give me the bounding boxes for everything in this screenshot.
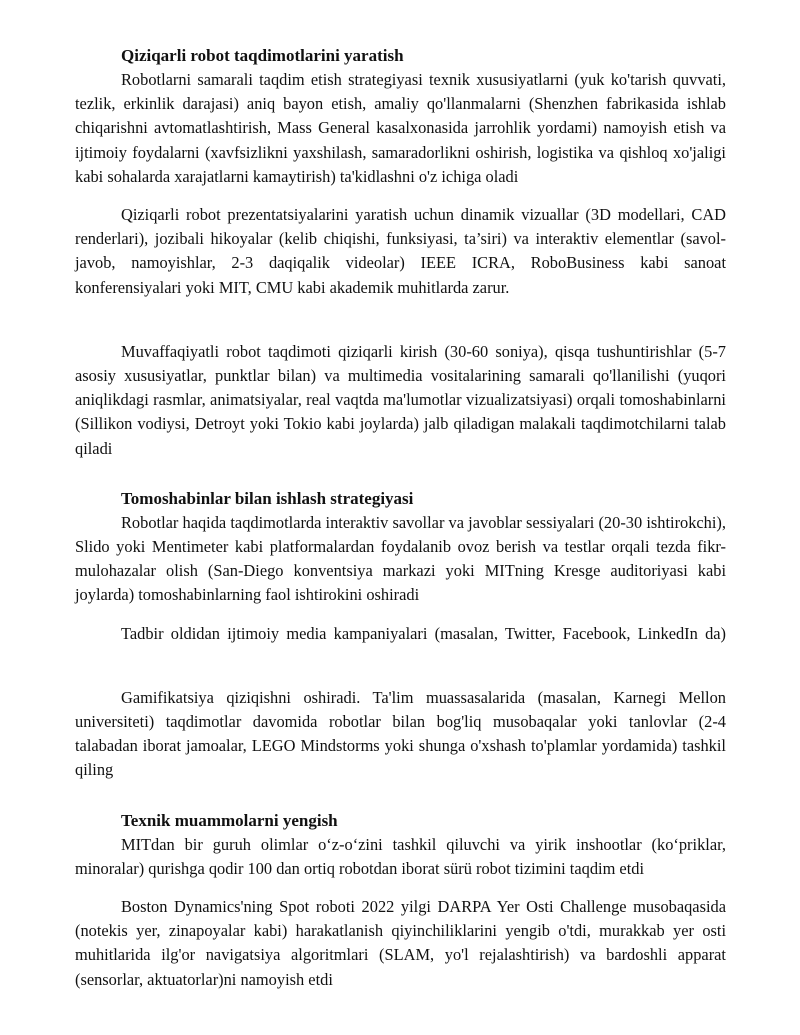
section-heading: Tomoshabinlar bilan ishlash strategiyasi <box>121 488 414 508</box>
paragraph: Robotlarni samarali taqdim etish strategiyasi texnik xususiyatlarni (yuk ko'tarish quvvati, tezlik, erkinlik darajasi) aniq bayon etish, amaliy qo'llanmalarni (Shenzhen fabrikasida ishlab chiqarishni avtomatlashtirish, Mass General kasalxonasida jarrohlik yordami) namoyish etish va ijtimoiy foydalarni (xavfsizlikni yaxshilash, samaradorlikni oshirish, logistika va qishloq xo'jaligi kabi sohalarda xarajatlarni kamaytirish) ta'kidlashni o'z ichiga oladi <box>75 70 726 186</box>
document-page <box>75 44 726 992</box>
paragraph: Boston Dynamics'ning Spot roboti 2022 yilgi DARPA Yer Osti Challenge musobaqasida (notekis yer, zinapoyalar kabi) harakatlanish qiyinchiliklarini yengib o'tdi, murakkab yer osti muhitlarida ilg'or navigatsiya algoritmlari (SLAM, yo'l rejalashtirish) va bardoshli apparat (sensorlar, aktuatorlar)ni namoyish etdi <box>75 897 726 989</box>
paragraph: Tadbir oldidan ijtimoiy media kampaniyalari (masalan, Twitter, Facebook, LinkedIn da) <box>121 623 726 643</box>
section-heading: Qiziqarli robot taqdimotlarini yaratish <box>121 46 404 65</box>
paragraph: MITdan bir guruh olimlar o‘z-o‘zini tashkil qiluvchi va yirik inshootlar (ko‘priklar, minoralar) qurishga qodir 100 dan ortiq robotdan iborat sürü robot tizimini taqdim etdi <box>75 834 726 878</box>
section-heading: Texnik muammolarni yengish <box>121 810 338 830</box>
paragraph: Qiziqarli robot prezentatsiyalarini yaratish uchun dinamik vizuallar (3D modellari, CAD renderlari), jozibali hikoyalar (kelib chiqishi, funksiyasi, ta’siri) va interaktiv elementlar (savol-javob, namoyishlar, 2-3 daqiqalik videolar) IEEE ICRA, RoboBusiness kabi sanoat konferensiyalari yoki MIT, CMU kabi akademik muhitlarda zarur. <box>75 205 726 297</box>
paragraph: Gamifikatsiya qiziqishni oshiradi. Ta'lim muassasalarida (masalan, Karnegi Mellon universiteti) taqdimotlar davomida robotlar bilan bog'liq musobaqalar yoki tanlovlar (2-4 talabadan iborat jamoalar, LEGO Mindstorms yoki shunga o'xshash to'plamlar yordamida) tashkil qiling <box>75 687 726 780</box>
paragraph: Robotlar haqida taqdimotlarda interaktiv savollar va javoblar sessiyalari (20-30 ishtirokchi), Slido yoki Mentimeter kabi platformalardan foydalanib ovoz berish va testlar orqali tezda fikr-mulohazalar olish (San-Diego konventsiya markazi yoki MITning Kresge auditoriyasi kabi joylarda) tomoshabinlarning faol ishtirokini oshiradi <box>75 512 726 605</box>
paragraph: Muvaffaqiyatli robot taqdimoti qiziqarli kirish (30-60 soniya), qisqa tushuntirishlar (5-7 asosiy xususiyatlar, punktlar bilan) va multimedia vositalarining samarali qo'llanilishi (yuqori aniqlikdagi rasmlar, animatsiyalar, real vaqtda ma'lumotlar vizualizatsiyasi) orqali tomoshabinlarni (Sillikon vodiysi, Detroyt yoki Tokio kabi joylarda) jalb qiladigan malakali taqdimotchilarni talab qiladi <box>75 341 726 458</box>
